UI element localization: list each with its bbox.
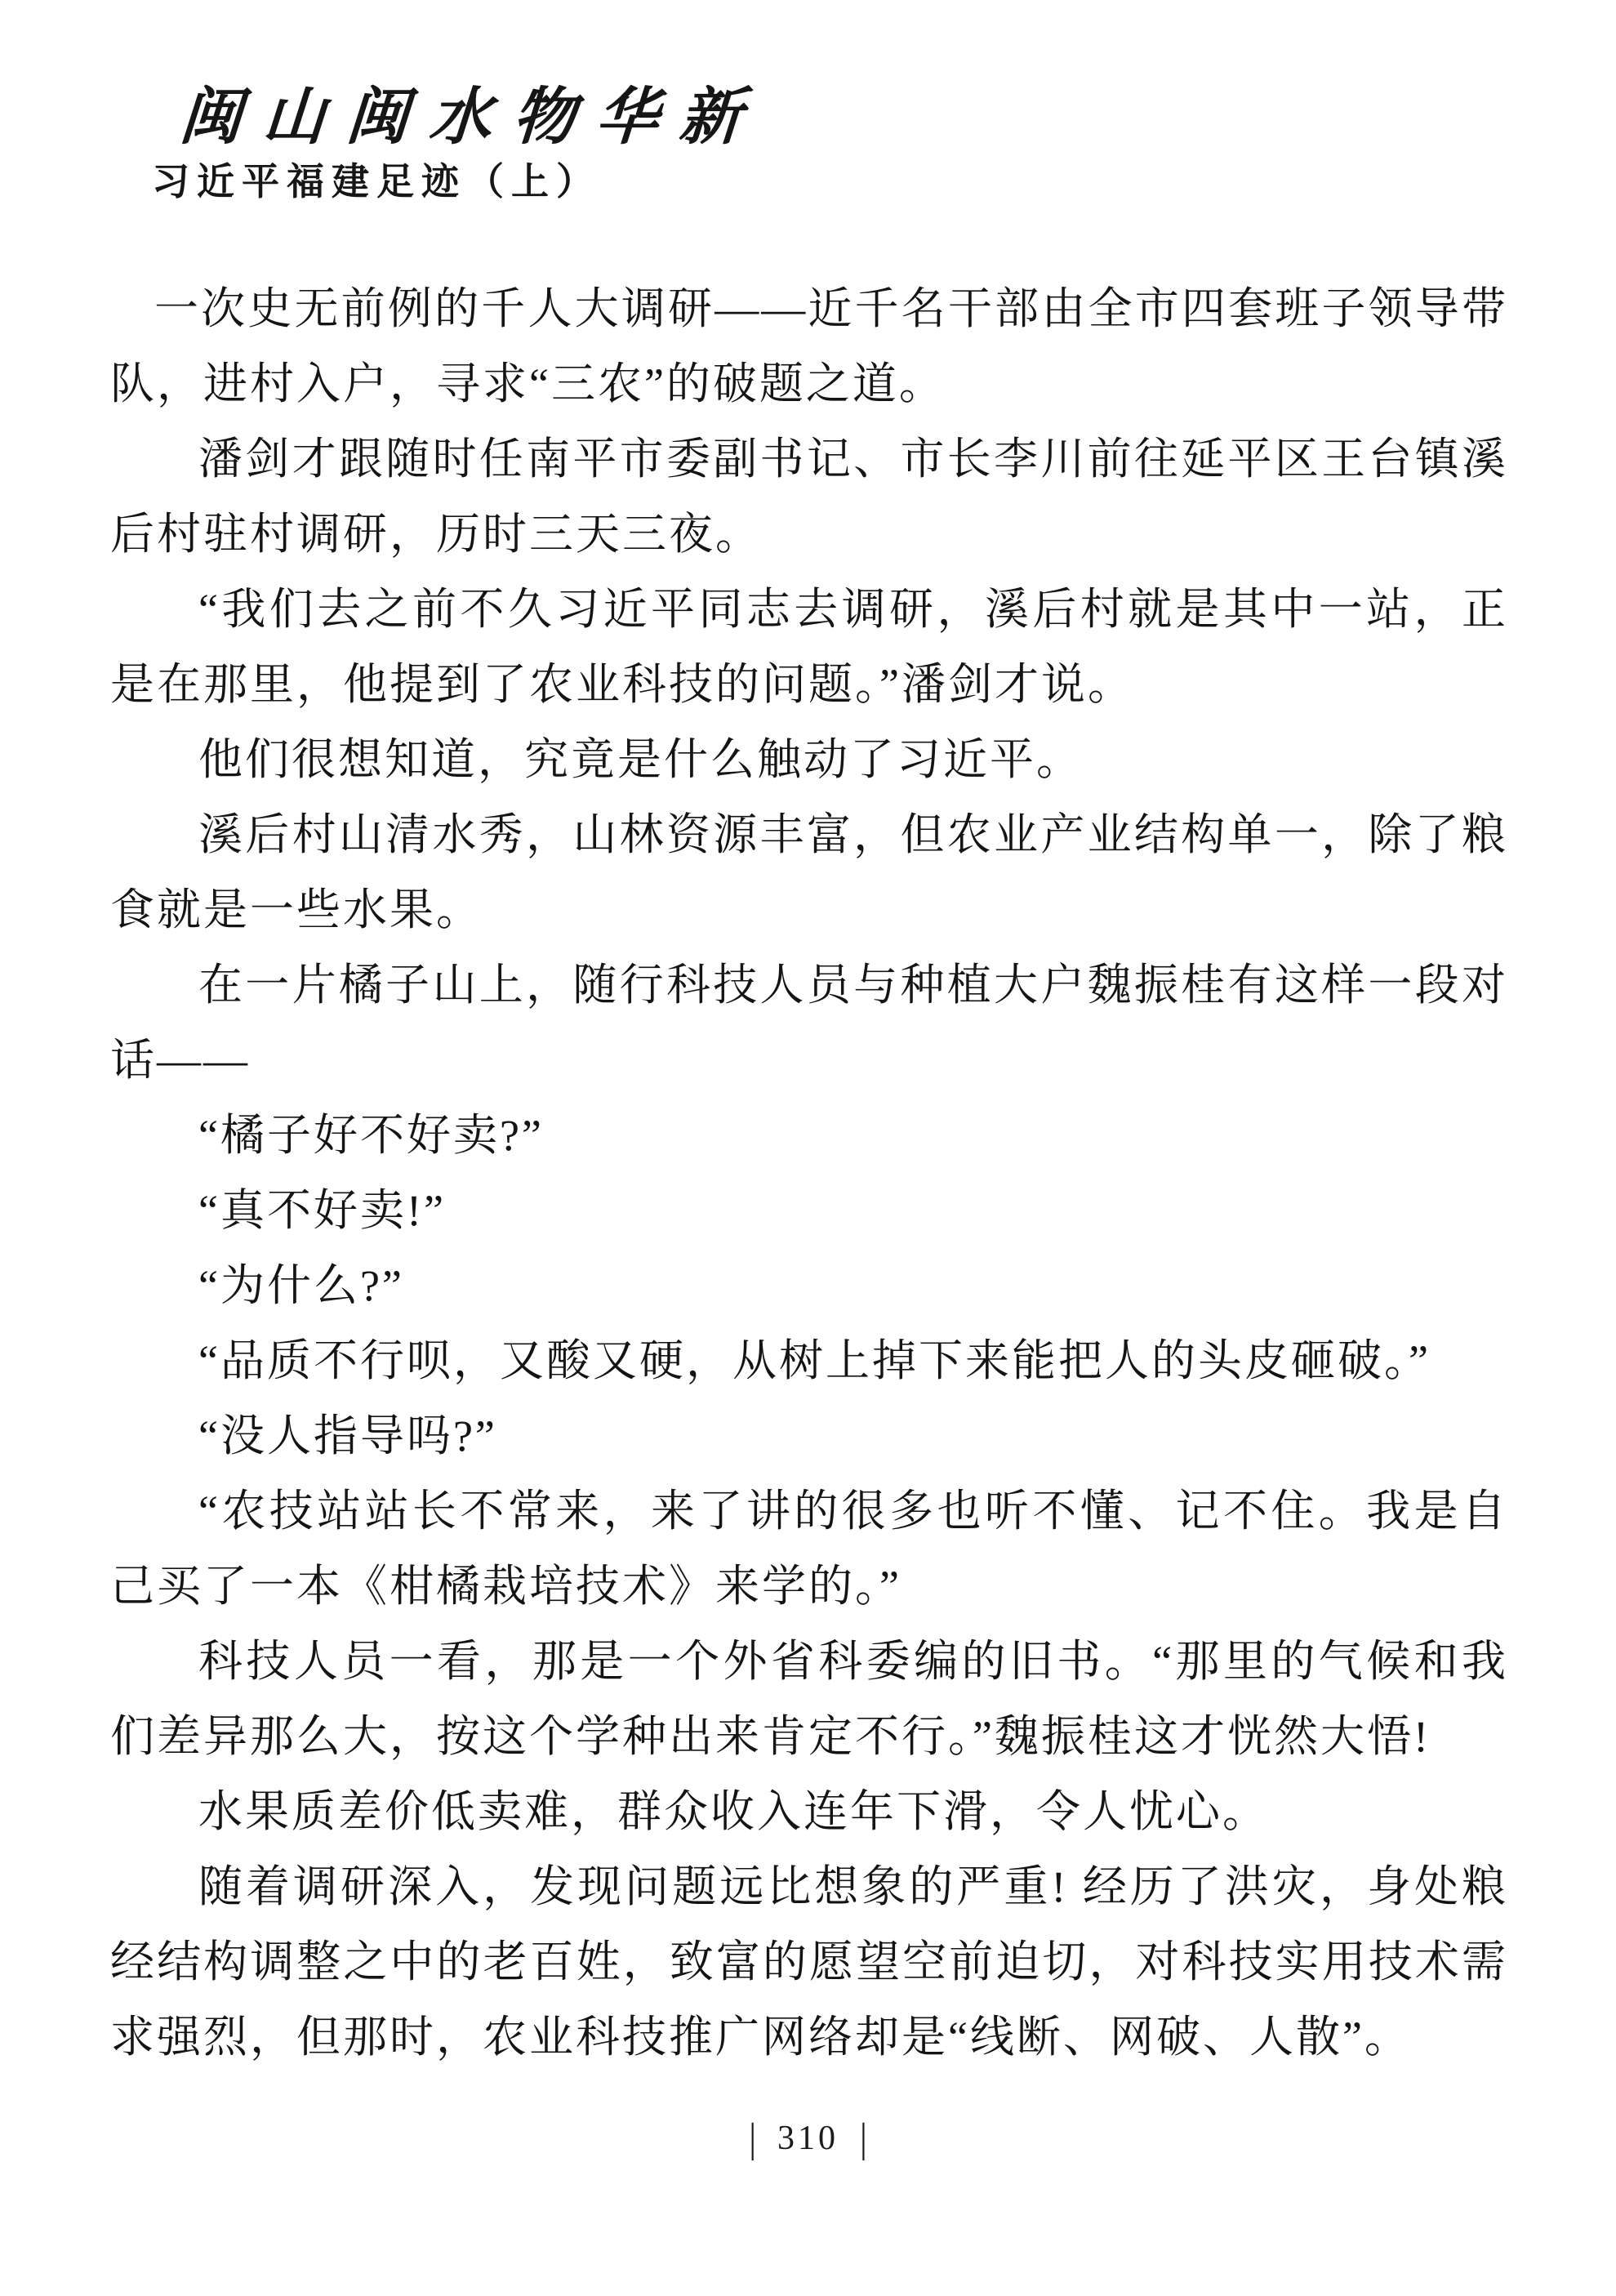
- paragraph: 潘剑才跟随时任南平市委副书记、市长李川前往延平区王台镇溪后村驻村调研，历时三天三夜。: [110, 435, 1508, 559]
- paragraph: “我们去之前不久习近平同志去调研，溪后村就是其中一站，正是在那里，他提到了农业科技的问题。”潘剑才说。: [110, 585, 1508, 709]
- series-calligraphy-title: 闽山闽水物华新: [177, 83, 765, 152]
- paragraph: “农技站站长不常来，来了讲的很多也听不懂、记不住。我是自己买了一本《柑橘栽培技术》来学的。”: [110, 1487, 1508, 1611]
- footer-left-bar: |: [749, 2115, 756, 2161]
- paragraph: 科技人员一看，那是一个外省科委编的旧书。“那里的气候和我们差异那么大，按这个学种出来肯定不行。”魏振桂这才恍然大悟!: [110, 1637, 1508, 1761]
- paragraph: 一次史无前例的千人大调研——近千名干部由全市四套班子领导带队，进村入户，寻求“三农”的破题之道。: [110, 284, 1508, 408]
- body-text: [110, 271, 1508, 2075]
- paragraph: 在一片橘子山上，随行科技人员与种植大户魏振桂有这样一段对话——: [110, 961, 1508, 1085]
- page-footer: [0, 2117, 1616, 2159]
- running-head: [152, 78, 763, 207]
- paragraph: “真不好卖!”: [198, 1186, 446, 1235]
- paragraph: “品质不行呗，又酸又硬，从树上掉下来能把人的头皮砸破。”: [198, 1336, 1431, 1385]
- footer-right-bar: |: [860, 2115, 867, 2161]
- paragraph: 他们很想知道，究竟是什么触动了习近平。: [198, 735, 1083, 784]
- page-number: 310: [777, 2119, 839, 2157]
- paragraph: 溪后村山清水秀，山林资源丰富，但农业产业结构单一，除了粮食就是一些水果。: [110, 810, 1508, 934]
- paragraph: 水果质差价低卖难，群众收入连年下滑，令人忧心。: [198, 1787, 1269, 1836]
- paragraph: “没人指导吗?”: [198, 1411, 497, 1460]
- paragraph: “橘子好不好卖?”: [198, 1111, 544, 1160]
- paragraph: “为什么?”: [198, 1261, 404, 1310]
- book-title: 习近平福建足迹（上）: [152, 161, 601, 203]
- paragraph: 随着调研深入，发现问题远比想象的严重! 经历了洪灾，身处粮经结构调整之中的老百姓，致富的愿望空前迫切，对科技实用技术需求强烈，但那时，农业科技推广网络却是“线断、网破、人散”。: [110, 1862, 1508, 2062]
